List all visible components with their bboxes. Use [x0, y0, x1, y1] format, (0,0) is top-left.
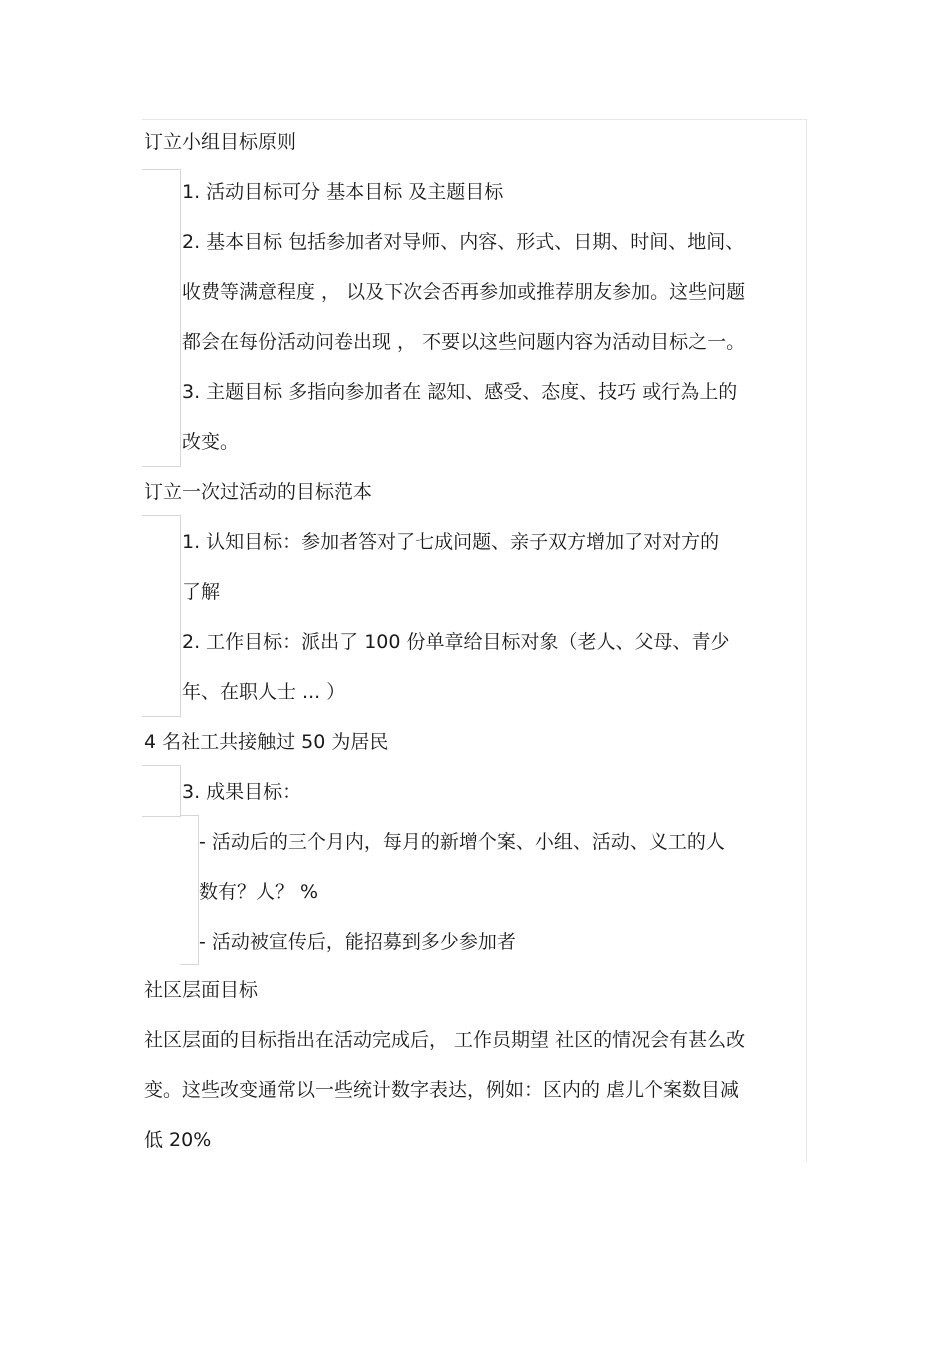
list-item-continued: 年、在职人士 ... ） [182, 681, 346, 703]
section-heading: 订立小组目标原则 [144, 131, 297, 153]
text-line: 4 名社工共接触过 50 为居民 [144, 731, 389, 753]
list-item: 2. 工作目标：派出了 100 份单章给目标对象（老人、父母、青少 [182, 631, 730, 653]
paragraph-line: 变。这些改变通常以一些统计数字表达，例如：区内的 虐儿个案数目减 [144, 1079, 740, 1101]
section-heading: 订立一次过活动的目标范本 [144, 481, 373, 503]
list-item: 1. 活动目标可分 基本目标 及主题目标 [182, 181, 504, 203]
section-bracket [142, 765, 181, 817]
sub-bracket [180, 815, 199, 965]
list-item: 3. 成果目标： [182, 781, 302, 803]
list-item: 2. 基本目标 包括参加者对导师、内容、形式、日期、时间、地间、 [182, 231, 745, 253]
section-bracket [142, 169, 181, 467]
list-item-continued: 改变。 [182, 431, 240, 453]
dash-item-continued: 数有？人？ % [199, 881, 319, 903]
section-heading: 社区层面目标 [144, 979, 259, 1001]
list-item: 1. 认知目标：参加者答对了七成问题、亲子双方增加了对对方的 [182, 531, 720, 553]
dash-item: - 活动后的三个月内，每月的新增个案、小组、活动、义工的人 [199, 831, 725, 853]
list-item: 3. 主题目标 多指向参加者在 認知、感受、态度、技巧 或行為上的 [182, 381, 738, 403]
list-item-continued: 都会在每份活动问卷出现 ， 不要以这些问题内容为活动目标之一。 [182, 331, 746, 353]
list-item-continued: 收费等满意程度 ， 以及下次会否再参加或推荐朋友参加。这些问题 [182, 281, 746, 303]
list-item-continued: 了解 [182, 581, 221, 603]
dash-item: - 活动被宣传后，能招募到多少参加者 [199, 931, 516, 953]
section-bracket [142, 515, 181, 717]
paragraph-line: 社区层面的目标指出在活动完成后， 工作员期望 社区的情况会有甚么改 [144, 1029, 746, 1051]
paragraph-line: 低 20% [144, 1129, 212, 1151]
